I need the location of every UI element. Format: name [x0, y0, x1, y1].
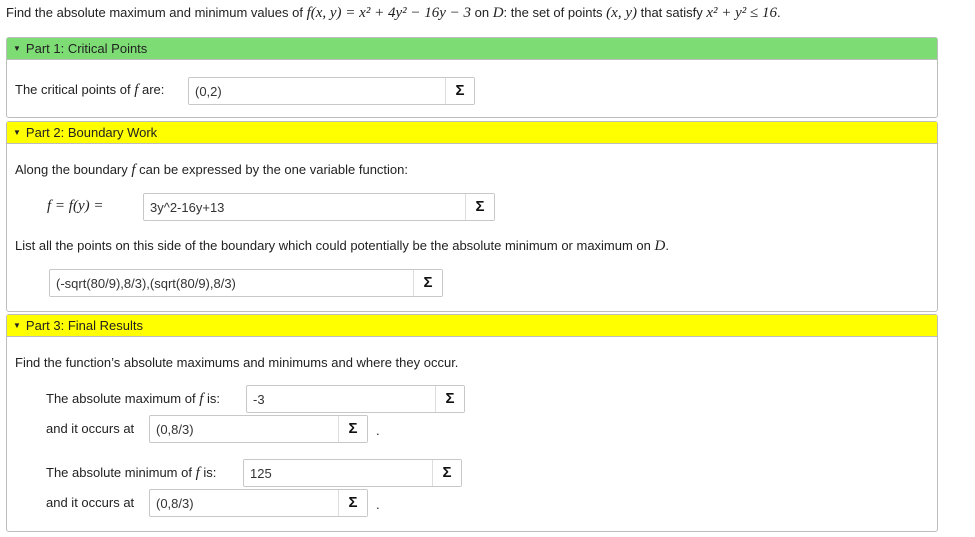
prompt-point: (x, y) [606, 5, 637, 21]
prompt-mid: : the set of points [503, 5, 607, 20]
critical-points-input[interactable] [188, 77, 475, 105]
max-location-input[interactable] [149, 415, 368, 443]
part1-label: The critical points of f are: [15, 82, 165, 98]
min-location-label: and it occurs at [46, 495, 135, 510]
boundary-points-input[interactable] [49, 269, 443, 297]
caret-down-icon: ▼ [13, 127, 21, 137]
max-location-value: (0,8/3) [156, 422, 194, 437]
sigma-icon[interactable]: Σ [338, 490, 367, 516]
f-of-y-label: f = f(y) = [47, 198, 104, 214]
sigma-icon[interactable]: Σ [435, 386, 464, 412]
part2-header[interactable] [7, 122, 937, 144]
sigma-icon[interactable]: Σ [338, 416, 367, 442]
f-of-y-value: 3y^2-16y+13 [150, 200, 225, 215]
min-value: 125 [250, 466, 272, 481]
prompt-satisfy: that satisfy [636, 5, 707, 20]
max-location-period: . [376, 423, 380, 438]
part3-header[interactable] [7, 315, 937, 337]
part1-header[interactable] [7, 38, 937, 60]
prompt-intro: Find the absolute maximum and minimum values of [6, 5, 307, 20]
problem-prompt [6, 5, 781, 22]
caret-down-icon: ▼ [13, 320, 21, 330]
caret-down-icon: ▼ [13, 43, 21, 53]
prompt-function: f(x, y) = x² + 4y² − 16y − 3 [306, 5, 472, 21]
max-label: The absolute maximum of f is: [46, 391, 220, 407]
boundary-points-value: (-sqrt(80/9),8/3),(sqrt(80/9),8/3) [56, 276, 236, 291]
part3-intro: Find the function’s absolute maximums and minimums and where they occur. [15, 355, 459, 370]
part2-expr-text: Along the boundary f can be expressed by the one variable function: [15, 162, 409, 178]
prompt-on: on [471, 5, 493, 20]
part3-header-label: Part 3: Final Results [25, 318, 143, 333]
prompt-end: . [777, 5, 781, 20]
max-value: -3 [253, 392, 265, 407]
min-location-value: (0,8/3) [156, 496, 194, 511]
part2-section [6, 121, 938, 312]
min-label: The absolute minimum of f is: [46, 465, 217, 481]
min-location-input[interactable] [149, 489, 368, 517]
sigma-icon[interactable]: Σ [432, 460, 461, 486]
part2-list-text: List all the points on this side of the boundary which could potentially be the absolute minimum or maximum on D. [15, 238, 669, 254]
part1-section [6, 37, 938, 118]
min-location-period: . [376, 497, 380, 512]
critical-points-value: (0,2) [195, 84, 222, 99]
prompt-constraint: x² + y² ≤ 16 [706, 5, 778, 21]
max-value-input[interactable] [246, 385, 465, 413]
f-of-y-input[interactable] [143, 193, 495, 221]
part2-header-label: Part 2: Boundary Work [25, 125, 158, 140]
part1-header-label: Part 1: Critical Points [25, 41, 148, 56]
prompt-domain-var: D [492, 5, 504, 21]
max-location-label: and it occurs at [46, 421, 135, 436]
sigma-icon[interactable]: Σ [413, 270, 442, 296]
min-value-input[interactable] [243, 459, 462, 487]
part3-section [6, 314, 938, 532]
sigma-icon[interactable]: Σ [465, 194, 494, 220]
sigma-icon[interactable]: Σ [445, 78, 474, 104]
